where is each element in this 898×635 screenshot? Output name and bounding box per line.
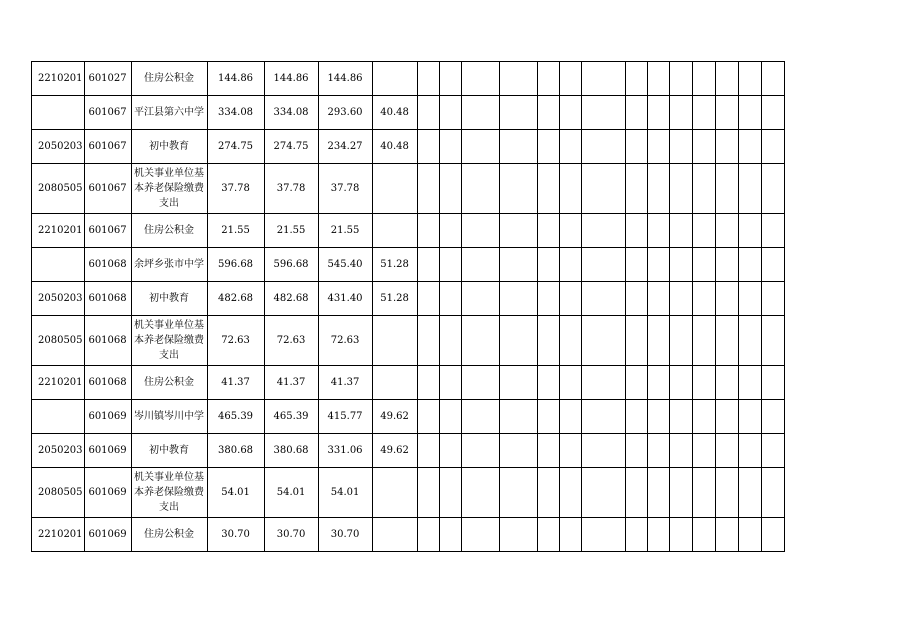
empty-cell (669, 518, 692, 552)
project-expense-cell (372, 366, 417, 400)
total-amount-cell: 465.39 (207, 400, 264, 434)
item-name-cell: 平江县第六中学 (131, 96, 207, 130)
empty-cell (537, 518, 559, 552)
total-amount-cell: 482.68 (207, 282, 264, 316)
empty-cell (692, 62, 715, 96)
item-name-cell: 初中教育 (131, 130, 207, 164)
table-row (32, 214, 785, 248)
empty-cell (738, 434, 761, 468)
basic-expense-cell: 41.37 (318, 366, 372, 400)
empty-cell (692, 468, 715, 518)
item-name-cell: 住房公积金 (131, 62, 207, 96)
basic-expense-cell: 37.78 (318, 164, 372, 214)
empty-cell (692, 316, 715, 366)
unit-code-cell: 601068 (84, 282, 131, 316)
total-amount-cell: 54.01 (207, 468, 264, 518)
empty-cell (738, 366, 761, 400)
empty-cell (625, 518, 647, 552)
empty-cell (625, 316, 647, 366)
empty-cell (715, 518, 738, 552)
amount-cell: 30.70 (264, 518, 318, 552)
unit-code-cell: 601069 (84, 400, 131, 434)
empty-cell (461, 62, 499, 96)
item-name-cell: 初中教育 (131, 282, 207, 316)
basic-expense-cell: 331.06 (318, 434, 372, 468)
amount-cell: 465.39 (264, 400, 318, 434)
table-row (32, 282, 785, 316)
table-row (32, 248, 785, 282)
empty-cell (715, 96, 738, 130)
empty-cell (692, 130, 715, 164)
empty-cell (669, 214, 692, 248)
empty-cell (692, 96, 715, 130)
empty-cell (499, 130, 537, 164)
basic-expense-cell: 30.70 (318, 518, 372, 552)
empty-cell (738, 214, 761, 248)
empty-cell (499, 62, 537, 96)
table-row (32, 518, 785, 552)
empty-cell (761, 316, 784, 366)
empty-cell (738, 518, 761, 552)
empty-cell (439, 62, 461, 96)
project-expense-cell: 40.48 (372, 130, 417, 164)
empty-cell (439, 434, 461, 468)
func-code-cell: 2080505 (32, 316, 85, 366)
empty-cell (461, 248, 499, 282)
func-code-cell: 2080505 (32, 164, 85, 214)
empty-cell (761, 62, 784, 96)
project-expense-cell: 51.28 (372, 282, 417, 316)
func-code-cell (32, 400, 85, 434)
empty-cell (417, 434, 439, 468)
item-name-cell: 住房公积金 (131, 214, 207, 248)
budget-table (31, 61, 785, 552)
empty-cell (715, 400, 738, 434)
func-code-cell: 2050203 (32, 434, 85, 468)
empty-cell (692, 400, 715, 434)
empty-cell (761, 130, 784, 164)
empty-cell (461, 468, 499, 518)
empty-cell (647, 164, 669, 214)
empty-cell (761, 468, 784, 518)
table-row (32, 316, 785, 366)
empty-cell (417, 366, 439, 400)
func-code-cell: 2080505 (32, 468, 85, 518)
empty-cell (669, 366, 692, 400)
empty-cell (537, 164, 559, 214)
empty-cell (625, 434, 647, 468)
empty-cell (738, 248, 761, 282)
empty-cell (761, 164, 784, 214)
empty-cell (439, 366, 461, 400)
empty-cell (439, 518, 461, 552)
total-amount-cell: 334.08 (207, 96, 264, 130)
basic-expense-cell: 144.86 (318, 62, 372, 96)
empty-cell (715, 214, 738, 248)
empty-cell (559, 164, 581, 214)
unit-code-cell: 601068 (84, 316, 131, 366)
project-expense-cell (372, 164, 417, 214)
unit-code-cell: 601067 (84, 164, 131, 214)
empty-cell (647, 248, 669, 282)
empty-cell (461, 434, 499, 468)
empty-cell (692, 164, 715, 214)
func-code-cell (32, 96, 85, 130)
empty-cell (625, 96, 647, 130)
empty-cell (715, 164, 738, 214)
empty-cell (537, 434, 559, 468)
empty-cell (439, 96, 461, 130)
empty-cell (625, 164, 647, 214)
empty-cell (537, 130, 559, 164)
empty-cell (417, 96, 439, 130)
empty-cell (761, 282, 784, 316)
empty-cell (559, 248, 581, 282)
empty-cell (738, 316, 761, 366)
empty-cell (715, 366, 738, 400)
unit-code-cell: 601068 (84, 366, 131, 400)
empty-cell (559, 62, 581, 96)
amount-cell: 380.68 (264, 434, 318, 468)
project-expense-cell: 49.62 (372, 400, 417, 434)
total-amount-cell: 144.86 (207, 62, 264, 96)
empty-cell (692, 214, 715, 248)
empty-cell (692, 248, 715, 282)
amount-cell: 482.68 (264, 282, 318, 316)
empty-cell (559, 130, 581, 164)
empty-cell (537, 96, 559, 130)
total-amount-cell: 596.68 (207, 248, 264, 282)
empty-cell (559, 214, 581, 248)
empty-cell (439, 282, 461, 316)
empty-cell (461, 164, 499, 214)
unit-code-cell: 601067 (84, 96, 131, 130)
empty-cell (647, 366, 669, 400)
empty-cell (537, 366, 559, 400)
item-name-cell: 岑川镇岑川中学 (131, 400, 207, 434)
empty-cell (581, 130, 625, 164)
empty-cell (625, 248, 647, 282)
empty-cell (537, 282, 559, 316)
amount-cell: 72.63 (264, 316, 318, 366)
func-code-cell: 2050203 (32, 282, 85, 316)
empty-cell (647, 130, 669, 164)
table-row (32, 366, 785, 400)
empty-cell (761, 214, 784, 248)
empty-cell (417, 214, 439, 248)
unit-code-cell: 601027 (84, 62, 131, 96)
empty-cell (647, 400, 669, 434)
empty-cell (461, 400, 499, 434)
empty-cell (715, 248, 738, 282)
empty-cell (581, 468, 625, 518)
table-row (32, 130, 785, 164)
empty-cell (461, 282, 499, 316)
empty-cell (439, 468, 461, 518)
empty-cell (669, 130, 692, 164)
empty-cell (738, 282, 761, 316)
empty-cell (559, 468, 581, 518)
empty-cell (499, 248, 537, 282)
empty-cell (625, 400, 647, 434)
total-amount-cell: 380.68 (207, 434, 264, 468)
empty-cell (439, 130, 461, 164)
empty-cell (417, 468, 439, 518)
empty-cell (417, 164, 439, 214)
basic-expense-cell: 545.40 (318, 248, 372, 282)
table-row (32, 62, 785, 96)
empty-cell (417, 518, 439, 552)
unit-code-cell: 601069 (84, 434, 131, 468)
total-amount-cell: 21.55 (207, 214, 264, 248)
amount-cell: 37.78 (264, 164, 318, 214)
empty-cell (537, 468, 559, 518)
project-expense-cell (372, 62, 417, 96)
empty-cell (537, 248, 559, 282)
func-code-cell: 2210201 (32, 214, 85, 248)
empty-cell (461, 214, 499, 248)
amount-cell: 54.01 (264, 468, 318, 518)
empty-cell (715, 434, 738, 468)
empty-cell (581, 518, 625, 552)
empty-cell (417, 62, 439, 96)
empty-cell (581, 248, 625, 282)
amount-cell: 334.08 (264, 96, 318, 130)
empty-cell (669, 400, 692, 434)
empty-cell (669, 96, 692, 130)
basic-expense-cell: 431.40 (318, 282, 372, 316)
empty-cell (559, 282, 581, 316)
empty-cell (499, 214, 537, 248)
item-name-cell: 住房公积金 (131, 518, 207, 552)
amount-cell: 144.86 (264, 62, 318, 96)
empty-cell (417, 282, 439, 316)
empty-cell (625, 62, 647, 96)
empty-cell (669, 434, 692, 468)
empty-cell (625, 282, 647, 316)
empty-cell (669, 164, 692, 214)
empty-cell (692, 366, 715, 400)
empty-cell (499, 366, 537, 400)
table-row (32, 468, 785, 518)
empty-cell (461, 96, 499, 130)
empty-cell (461, 316, 499, 366)
empty-cell (625, 214, 647, 248)
empty-cell (581, 282, 625, 316)
empty-cell (559, 400, 581, 434)
empty-cell (625, 468, 647, 518)
empty-cell (761, 366, 784, 400)
empty-cell (499, 400, 537, 434)
project-expense-cell: 51.28 (372, 248, 417, 282)
empty-cell (738, 62, 761, 96)
total-amount-cell: 72.63 (207, 316, 264, 366)
empty-cell (439, 316, 461, 366)
empty-cell (499, 434, 537, 468)
empty-cell (417, 248, 439, 282)
table-row (32, 96, 785, 130)
empty-cell (581, 400, 625, 434)
item-name-cell: 余坪乡张市中学 (131, 248, 207, 282)
empty-cell (499, 96, 537, 130)
empty-cell (647, 434, 669, 468)
project-expense-cell (372, 518, 417, 552)
project-expense-cell: 49.62 (372, 434, 417, 468)
empty-cell (537, 214, 559, 248)
unit-code-cell: 601069 (84, 468, 131, 518)
empty-cell (461, 366, 499, 400)
empty-cell (499, 518, 537, 552)
empty-cell (559, 518, 581, 552)
empty-cell (581, 96, 625, 130)
amount-cell: 596.68 (264, 248, 318, 282)
total-amount-cell: 37.78 (207, 164, 264, 214)
empty-cell (647, 282, 669, 316)
empty-cell (581, 316, 625, 366)
table-row (32, 164, 785, 214)
basic-expense-cell: 54.01 (318, 468, 372, 518)
empty-cell (761, 400, 784, 434)
empty-cell (625, 366, 647, 400)
empty-cell (761, 434, 784, 468)
empty-cell (715, 282, 738, 316)
empty-cell (581, 164, 625, 214)
total-amount-cell: 41.37 (207, 366, 264, 400)
empty-cell (692, 518, 715, 552)
empty-cell (647, 468, 669, 518)
empty-cell (669, 316, 692, 366)
empty-cell (647, 518, 669, 552)
basic-expense-cell: 293.60 (318, 96, 372, 130)
empty-cell (499, 316, 537, 366)
empty-cell (439, 214, 461, 248)
item-name-cell: 机关事业单位基本养老保险缴费支出 (131, 316, 207, 366)
empty-cell (417, 400, 439, 434)
project-expense-cell (372, 316, 417, 366)
unit-code-cell: 601067 (84, 214, 131, 248)
total-amount-cell: 30.70 (207, 518, 264, 552)
empty-cell (738, 468, 761, 518)
empty-cell (581, 434, 625, 468)
empty-cell (738, 164, 761, 214)
empty-cell (761, 96, 784, 130)
basic-expense-cell: 72.63 (318, 316, 372, 366)
empty-cell (559, 366, 581, 400)
func-code-cell: 2050203 (32, 130, 85, 164)
empty-cell (761, 248, 784, 282)
empty-cell (439, 164, 461, 214)
empty-cell (669, 248, 692, 282)
total-amount-cell: 274.75 (207, 130, 264, 164)
empty-cell (738, 400, 761, 434)
func-code-cell (32, 248, 85, 282)
amount-cell: 41.37 (264, 366, 318, 400)
empty-cell (581, 366, 625, 400)
table-row (32, 434, 785, 468)
func-code-cell: 2210201 (32, 366, 85, 400)
empty-cell (417, 130, 439, 164)
item-name-cell: 住房公积金 (131, 366, 207, 400)
empty-cell (715, 316, 738, 366)
func-code-cell: 2210201 (32, 62, 85, 96)
empty-cell (738, 130, 761, 164)
amount-cell: 274.75 (264, 130, 318, 164)
empty-cell (669, 282, 692, 316)
basic-expense-cell: 415.77 (318, 400, 372, 434)
empty-cell (499, 282, 537, 316)
project-expense-cell (372, 214, 417, 248)
empty-cell (715, 62, 738, 96)
empty-cell (692, 282, 715, 316)
empty-cell (499, 468, 537, 518)
empty-cell (761, 518, 784, 552)
project-expense-cell (372, 468, 417, 518)
empty-cell (669, 62, 692, 96)
amount-cell: 21.55 (264, 214, 318, 248)
empty-cell (581, 62, 625, 96)
project-expense-cell: 40.48 (372, 96, 417, 130)
item-name-cell: 机关事业单位基本养老保险缴费支出 (131, 164, 207, 214)
empty-cell (559, 434, 581, 468)
empty-cell (647, 316, 669, 366)
basic-expense-cell: 234.27 (318, 130, 372, 164)
empty-cell (417, 316, 439, 366)
empty-cell (647, 214, 669, 248)
empty-cell (647, 96, 669, 130)
item-name-cell: 机关事业单位基本养老保险缴费支出 (131, 468, 207, 518)
empty-cell (537, 62, 559, 96)
empty-cell (537, 400, 559, 434)
empty-cell (439, 248, 461, 282)
basic-expense-cell: 21.55 (318, 214, 372, 248)
empty-cell (559, 316, 581, 366)
empty-cell (559, 96, 581, 130)
empty-cell (715, 468, 738, 518)
empty-cell (537, 316, 559, 366)
empty-cell (461, 130, 499, 164)
empty-cell (581, 214, 625, 248)
empty-cell (738, 96, 761, 130)
item-name-cell: 初中教育 (131, 434, 207, 468)
empty-cell (669, 468, 692, 518)
table-row (32, 400, 785, 434)
unit-code-cell: 601067 (84, 130, 131, 164)
empty-cell (715, 130, 738, 164)
empty-cell (692, 434, 715, 468)
unit-code-cell: 601068 (84, 248, 131, 282)
unit-code-cell: 601069 (84, 518, 131, 552)
empty-cell (625, 130, 647, 164)
empty-cell (439, 400, 461, 434)
func-code-cell: 2210201 (32, 518, 85, 552)
empty-cell (647, 62, 669, 96)
empty-cell (461, 518, 499, 552)
empty-cell (499, 164, 537, 214)
